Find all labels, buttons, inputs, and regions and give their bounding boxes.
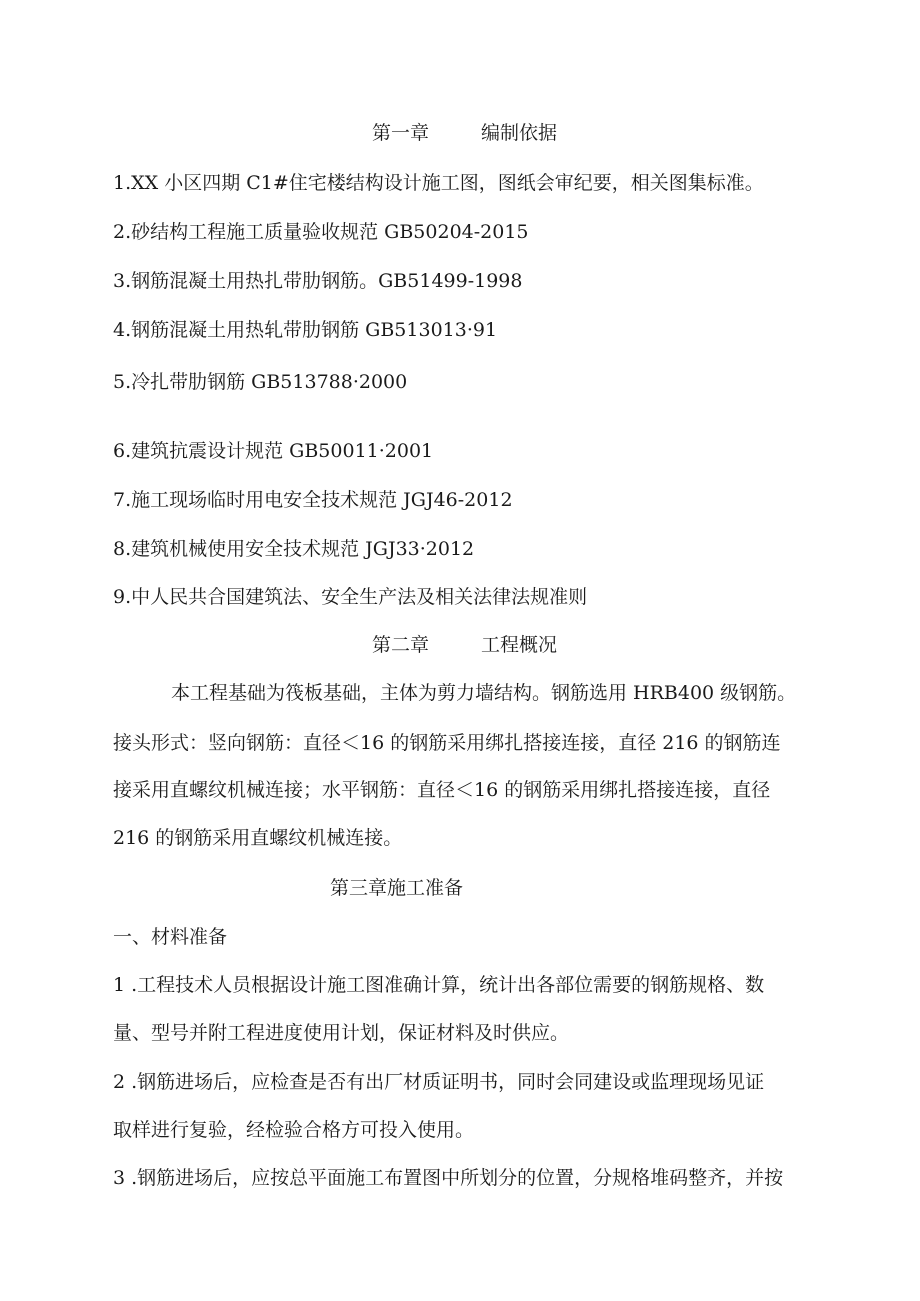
chapter-3-heading: 第三章施工准备 — [330, 877, 464, 899]
basis-item-4: 4.钢筋混凝土用热轧带肋钢筋 GB513013·91 — [113, 319, 498, 341]
chapter-2-heading — [372, 633, 557, 657]
overview-line-2: 接头形式：竖向钢筋：直径＜16 的钢筋采用绑扎搭接连接，直径 216 的钢筋连 — [113, 732, 781, 754]
basis-item-7: 7.施工现场临时用电安全技术规范 JGJ46-2012 — [113, 489, 513, 511]
chapter-1-label: 第一章 — [372, 122, 430, 144]
prep-line-3: 2 .钢筋进场后，应检查是否有出厂材质证明书，同时会同建设或监理现场见证 — [113, 1071, 765, 1093]
basis-item-1: 1.XX 小区四期 C1#住宅楼结构设计施工图，图纸会审纪要，相关图集标准。 — [113, 172, 764, 194]
prep-line-1: 1 .工程技术人员根据设计施工图准确计算，统计出各部位需要的钢筋规格、数 — [113, 974, 765, 996]
chapter-1-heading — [372, 121, 557, 145]
overview-line-4: 216 的钢筋采用直螺纹机械连接。 — [113, 827, 403, 849]
chapter-2-label: 第二章 — [372, 634, 430, 656]
chapter-2-title: 工程概况 — [481, 634, 558, 656]
chapter-1-title: 编制依据 — [481, 122, 558, 144]
prep-line-4: 取样进行复验，经检验合格方可投入使用。 — [113, 1119, 475, 1141]
basis-item-9: 9.中人民共合国建筑法、安全生产法及相关法律法规准则 — [113, 586, 588, 608]
prep-line-2: 量、型号并附工程进度使用计划，保证材料及时供应。 — [113, 1022, 570, 1044]
prep-line-5: 3 .钢筋进场后，应按总平面施工布置图中所划分的位置，分规格堆码整齐，并按 — [113, 1167, 784, 1189]
basis-item-3: 3.钢筋混凝土用热扎带肋钢筋。GB51499-1998 — [113, 270, 523, 292]
basis-item-8: 8.建筑机械使用安全技术规范 JGJ33·2012 — [113, 538, 475, 560]
section-1-title: 一、材料准备 — [113, 926, 228, 948]
overview-line-3: 接采用直螺纹机械连接；水平钢筋：直径＜16 的钢筋采用绑扎搭接连接，直径 — [113, 779, 771, 801]
basis-item-5: 5.冷扎带肋钢筋 GB513788·2000 — [113, 371, 408, 393]
basis-item-6: 6.建筑抗震设计规范 GB50011·2001 — [113, 440, 434, 462]
overview-line-1: 本工程基础为筏板基础，主体为剪力墙结构。钢筋选用 HRB400 级钢筋。 — [171, 682, 797, 704]
basis-item-2: 2.砂结构工程施工质量验收规范 GB50204-2015 — [113, 221, 529, 243]
